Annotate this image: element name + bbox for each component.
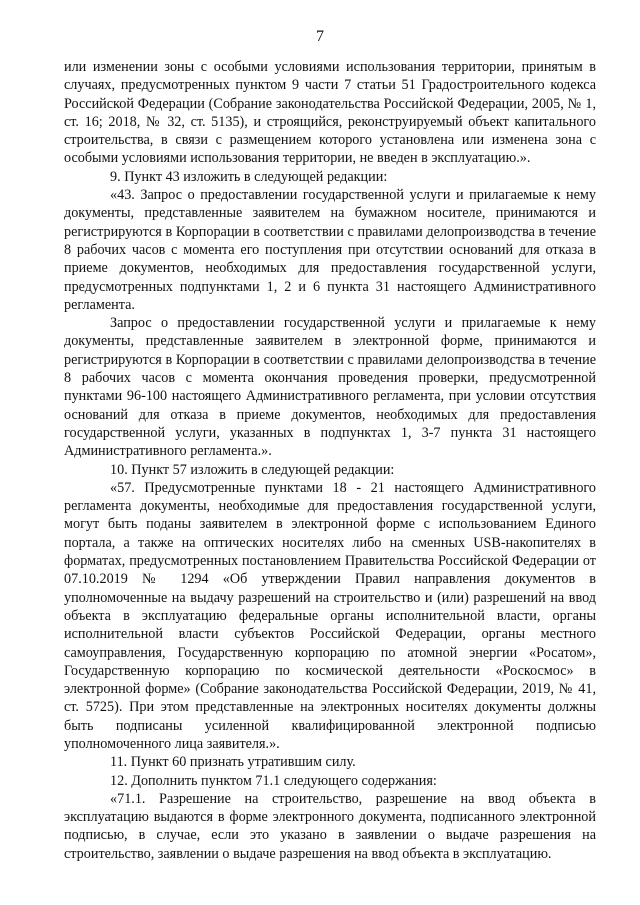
- paragraph-point-71-1: «71.1. Разрешение на строительство, разрешение на ввод объекта в эксплуатацию выдаются в форме электронного документа, подписанного электронной подписью, в случае, если это указано в заявлении о выдаче разрешения на строительство, заявлении о выдаче разрешения на ввод объекта в эксплуатацию.: [64, 790, 596, 862]
- paragraph-item-12: 12. Дополнить пунктом 71.1 следующего содержания:: [110, 772, 437, 789]
- page-number: 7: [316, 28, 324, 45]
- paragraph-point-43-part-2: Запрос о предоставлении государственной услуги и прилагаемые к нему документы, представленные заявителем в электронной форме, принимаются и регистрируются в Корпорации в соответствии с правилами делопроизводства в течение 8 рабочих часов с момента окончания проведения проверки, предусмотренной пунктами 96-100 настоящего Административного регламента, при условии отсутствия оснований для отказа в приеме документов, необходимых для предоставления государственной услуги, указанных в подпунктах 1, 3-7 пункта 31 настоящего Административного регламента.».: [64, 315, 596, 460]
- paragraph-point-43: «43. Запрос о предоставлении государственной услуги и прилагаемые к нему документы, представленные заявителем на бумажном носителе, принимаются и регистрируются в Корпорации в соответствии с правилами делопроизводства в течение 8 рабочих часов с момента его поступления при отсутствии оснований для отказа в приеме документов, необходимых для предоставления государственной услуги, предусмотренных подпунктами 1, 2 и 6 пункта 31 настоящего Административного регламента.: [64, 187, 596, 313]
- paragraph-zone-clause: или изменении зоны с особыми условиями использования территории, принятым в случаях, предусмотренных пунктом 9 части 7 статьи 51 Градостроительного кодекса Российской Федерации (Собрание законодательства Российской Федерации, 2005, № 1, ст. 16; 2018, № 32, ст. 5135), и строящийся, реконструируемый объект капитального строительства, в связи с размещением которого установлена или изменена зона с особыми условиями использования территории, не введен в эксплуатацию.».: [64, 59, 596, 167]
- paragraph-item-9: 9. Пункт 43 изложить в следующей редакции:: [110, 168, 388, 185]
- paragraph-item-10: 10. Пункт 57 изложить в следующей редакции:: [110, 461, 395, 478]
- document-body: [64, 58, 596, 863]
- paragraph-item-11: 11. Пункт 60 признать утратившим силу.: [110, 754, 356, 771]
- paragraph-point-57: «57. Предусмотренные пунктами 18 - 21 настоящего Административного регламента документы, необходимые для предоставления государственной услуги, могут быть поданы заявителем в электронной форме с использованием Единого портала, а также на оптических носителях либо на сменных USB-накопителях в форматах, предусмотренных постановлением Правительства Российской Федерации от 07.10.2019 № 1294 «Об утверждении Правил направления документов в уполномоченные на выдачу разрешений на строительство и (или) разрешений на ввод объекта в эксплуатацию федеральные органы исполнительной власти, органы исполнительной власти субъектов Российской Федерации, органы местного самоуправления, Государственную корпорацию по атомной энергии «Росатом», Государственную корпорацию по космической деятельности «Роскосмос» в электронной форме» (Собрание законодательства Российской Федерации, 2019, № 41, ст. 5725). При этом представленные на электронных носителях документы должны быть подписаны усиленной квалифицированной электронной подписью уполномоченного лица заявителя.».: [64, 479, 596, 752]
